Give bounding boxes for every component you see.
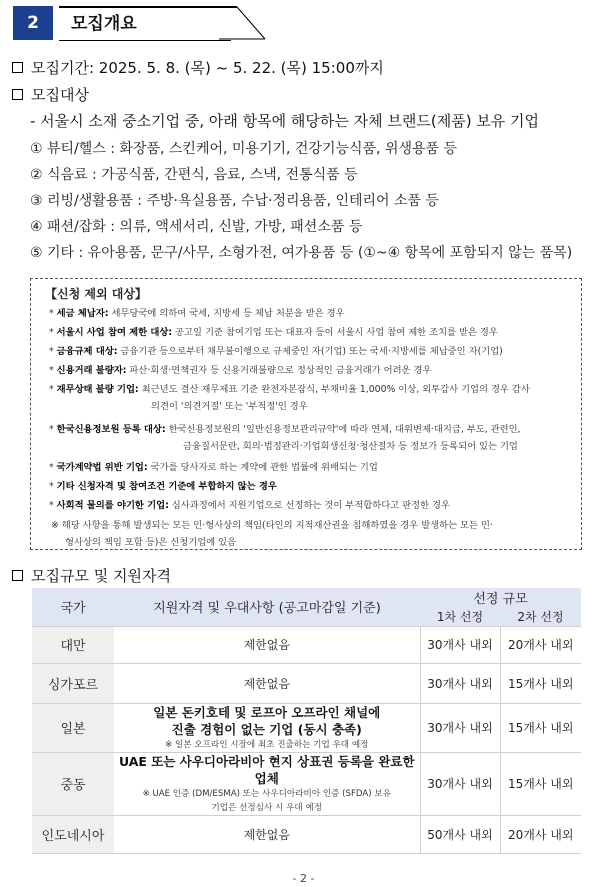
section-number: 2 <box>13 6 53 40</box>
round1-cell: 30개사 내외 <box>420 703 500 752</box>
criteria-cell <box>114 752 420 815</box>
square-bullet-icon <box>12 89 23 100</box>
section-header <box>13 6 253 40</box>
scale-heading-line <box>12 565 171 586</box>
square-bullet-icon <box>12 62 23 73</box>
period-value: 2025. 5. 8. (목) ~ 5. 22. (목) 15:00까지 <box>98 59 384 77</box>
header-scale: 선정 규모 <box>420 588 581 607</box>
table-row <box>32 626 581 663</box>
table-row <box>32 663 581 703</box>
target-summary: - 서울시 소재 중소기업 중, 아래 항목에 해당하는 자체 브랜드(제품) 보유 기업 <box>30 112 540 130</box>
criteria-cell: 제한없음 <box>114 663 420 703</box>
target-item: ④ 패션/잡화 : 의류, 액세서리, 신발, 가방, 패션소품 등 <box>30 219 363 235</box>
scale-table <box>32 588 581 854</box>
round1-cell: 30개사 내외 <box>420 752 500 815</box>
exclusion-note: ※ 해당 사항을 통해 발생되는 모든 민·형사상의 책임(타인의 지적재산권을 침해하였을 경우 발생하는 모든 민· <box>51 520 493 531</box>
round2-cell: 20개사 내외 <box>500 815 581 853</box>
exclusion-row: * 기타 신청자격 및 참여조건 기준에 부합하지 않는 경우 <box>49 481 277 492</box>
criteria-note: ※ 일본 오프라인 시장에 최초 진출하는 기업 우대 예정 <box>165 739 369 750</box>
target-heading: 모집대상 <box>31 86 89 104</box>
table-row <box>32 815 581 853</box>
round2-cell: 15개사 내외 <box>500 752 581 815</box>
criteria-main: UAE 또는 사우디아라비아 현지 상표권 등록을 완료한 업체 <box>118 753 415 786</box>
exclusion-row-cont: 의견이 '의견거절' 또는 '부적정'인 경우 <box>151 401 308 412</box>
criteria-note: ※ UAE 인증 (DM/ESMA) 또는 사우디아라비아 인증 (SFDA) 보유 기업은 선정심사 시 우대 예정 <box>142 788 391 813</box>
target-item: ② 식음료 : 가공식품, 간편식, 음료, 스낵, 전통식품 등 <box>30 167 358 183</box>
header-slant <box>219 6 267 40</box>
exclusion-box <box>30 278 582 550</box>
target-item: ⑤ 기타 : 유아용품, 문구/사무, 소형가전, 여가용품 등 (①~④ 항목에 포함되지 않는 품목) <box>30 245 573 261</box>
header-criteria: 지원자격 및 우대사항 (공고마감일 기준) <box>114 588 420 626</box>
criteria-cell: 제한없음 <box>114 626 420 663</box>
criteria-cell: 제한없음 <box>114 815 420 853</box>
period-label: 모집기간: <box>31 59 95 77</box>
table-row <box>32 752 581 815</box>
period-line <box>12 57 384 78</box>
round2-cell: 15개사 내외 <box>500 703 581 752</box>
header-round1: 1차 선정 <box>420 607 500 626</box>
country-cell: 싱가포르 <box>32 663 114 703</box>
header-round2: 2차 선정 <box>500 607 581 626</box>
exclusion-title: 【신청 제외 대상】 <box>45 287 147 301</box>
round2-cell: 20개사 내외 <box>500 626 581 663</box>
scale-heading: 모집규모 및 지원자격 <box>31 567 171 585</box>
exclusion-row-cont: 금융질서문란, 회의·법정관리·기업회생신청·청산절차 등 정보가 등록되어 있는 기업 <box>183 441 518 452</box>
country-cell: 일본 <box>32 703 114 752</box>
target-item: ③ 리빙/생활용품 : 주방·욕실용품, 수납·정리용품, 인테리어 소품 등 <box>30 193 440 209</box>
table-row <box>32 703 581 752</box>
target-item: ① 뷰티/헬스 : 화장품, 스킨케어, 미용기기, 건강기능식품, 위생용품 등 <box>30 141 458 157</box>
exclusion-row: * 금융규제 대상: 금융기관 등으로부터 채무불이행으로 규제중인 자(기업) 또는 국세·지방세를 체납중인 자(기업) <box>49 346 503 357</box>
exclusion-row: * 국가계약법 위반 기업: 국가를 당사자로 하는 계약에 관한 법률에 위배되는 기업 <box>49 462 378 473</box>
country-cell: 중동 <box>32 752 114 815</box>
round1-cell: 30개사 내외 <box>420 626 500 663</box>
round1-cell: 30개사 내외 <box>420 663 500 703</box>
page-number: - 2 - <box>292 872 315 885</box>
round1-cell: 50개사 내외 <box>420 815 500 853</box>
criteria-cell <box>114 703 420 752</box>
exclusion-row: * 재무상태 불량 기업: 최근년도 결산 재무제표 기준 완전자본잠식, 부채비율 1,000% 이상, 외투감사 기업의 경우 감사 <box>49 384 530 395</box>
square-bullet-icon <box>12 570 23 581</box>
exclusion-note-cont: 형사상의 책임 포함 등)은 신청기업에 있음 <box>65 537 237 548</box>
header-country: 국가 <box>32 588 114 626</box>
country-cell: 대만 <box>32 626 114 663</box>
exclusion-row: * 세금 체납자: 세무당국에 의하여 국세, 지방세 등 체납 처분을 받은 경우 <box>49 308 345 319</box>
round2-cell: 15개사 내외 <box>500 663 581 703</box>
exclusion-row: * 한국신용정보원 등록 대상: 한국신용정보원의 '일반신용정보관리규약'에 따라 연체, 대위변제·대지급, 부도, 관련인, <box>49 424 521 435</box>
exclusion-row: * 사회적 물의를 야기한 기업: 심사과정에서 지원기업으로 선정하는 것이 부적합하다고 판정한 경우 <box>49 500 450 511</box>
criteria-main: 일본 돈키호테 및 로프아 오프라인 채널에 진출 경험이 없는 기업 (동시 충족) <box>153 704 381 737</box>
target-heading-line <box>12 84 89 105</box>
exclusion-row: * 신용거래 불량자: 파산·회생·면책권자 등 신용거래불량으로 정상적인 금융거래가 어려운 경우 <box>49 365 432 376</box>
country-cell: 인도네시아 <box>32 815 114 853</box>
section-title: 모집개요 <box>59 6 231 41</box>
exclusion-row: * 서울시 사업 참여 제한 대상: 공고일 기준 참여기업 또는 대표자 등이 서울시 사업 참여 제한 조치를 받은 경우 <box>49 327 498 338</box>
